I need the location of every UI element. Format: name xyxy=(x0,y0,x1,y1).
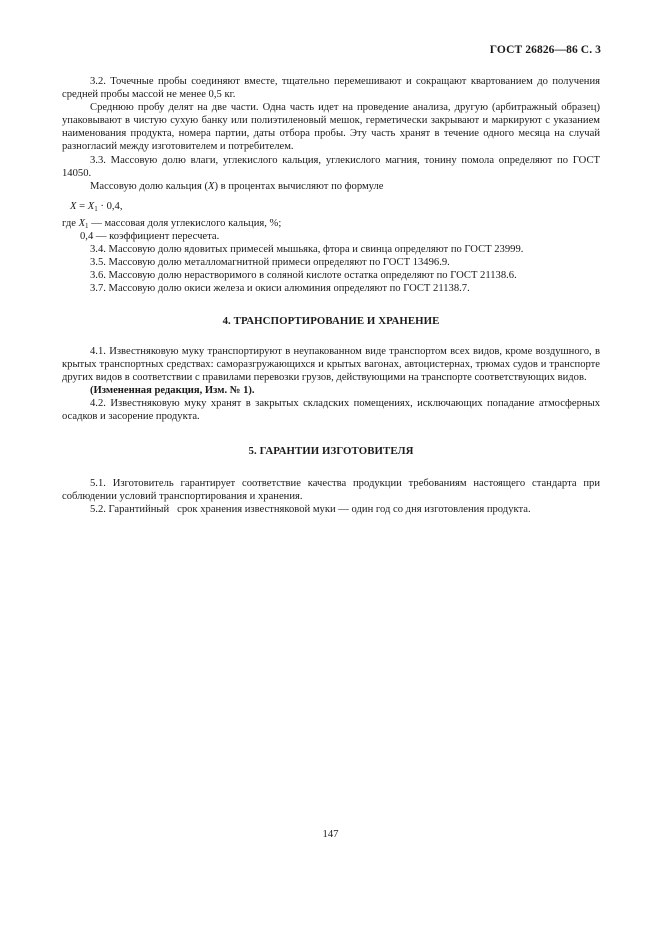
formula xyxy=(62,200,600,213)
paragraph-3-4: 3.4. Массовую долю ядовитых примесей мышьяка, фтора и свинца определяют по ГОСТ 23999. xyxy=(90,244,524,256)
coefficient-line: 0,4 — коэффициент пересчета. xyxy=(80,231,220,243)
amendment-note: (Измененная редакция, Изм. № 1). xyxy=(90,384,255,396)
where-text: — массовая доля углекислого кальция, %; xyxy=(88,217,282,229)
where-sub: 1 xyxy=(85,221,89,230)
paragraph-3-5: 3.5. Массовую долю металломагнитной примеси определяют по ГОСТ 13496.9. xyxy=(90,257,450,269)
formula-rest: · 0,4, xyxy=(97,200,123,212)
paragraph-3-3: 3.3. Массовую долю влаги, углекислого кальция, углекислого магния, тонину помола определяют по ГОСТ 14050. xyxy=(62,154,600,179)
paragraph-3-7: 3.7. Массовую долю окиси железа и окиси алюминия определяют по ГОСТ 21138.7. xyxy=(90,283,470,295)
formula-eq: = xyxy=(76,200,88,212)
where-line xyxy=(62,217,600,230)
page-number: 147 xyxy=(322,829,339,840)
paragraph-5-1: 5.1. Изготовитель гарантирует соответствие качества продукции требованиям настоящего стандарта при соблюдении условий транспортирования и хранения. xyxy=(62,478,600,503)
section-5-heading: 5. ГАРАНТИИ ИЗГОТОВИТЕЛЯ xyxy=(248,445,414,458)
formula-sub: 1 xyxy=(94,204,98,213)
paragraph-4-2: 4.2. Известняковую муку хранят в закрытых складских помещениях, исключающих попадание атмосферных осадков и засорение продукта. xyxy=(62,397,600,423)
paragraph-4-1: 4.1. Известняковую муку транспортируют в неупакованном виде транспортом всех видов, кроме воздушного, в крытых транспортных средствах: саморазгружающихся и крытых вагонах, автоцистернах, трюмах судов и транспорте других видов в соответствии с правилами перевозки грузов, действующими на транспорте соответствующих видов. xyxy=(62,345,600,383)
where-lead: где xyxy=(62,217,79,229)
paragraph-3-6: 3.6. Массовую долю нерастворимого в соляной кислоте остатка определяют по ГОСТ 21138.6. xyxy=(90,270,517,282)
formula-lhs: X xyxy=(70,200,77,212)
paragraph-5-2: 5.2. Гарантийный срок хранения известняковой муки — один год со дня изготовления продукта. xyxy=(90,504,531,516)
document-body xyxy=(62,75,600,517)
calc-intro-tail: ) в процентах вычисляют по формуле xyxy=(214,180,384,192)
formula-x1: X xyxy=(87,200,95,212)
calc-intro-var: X xyxy=(208,180,215,192)
document-header: ГОСТ 26826—86 С. 3 xyxy=(489,44,601,56)
paragraph-3-2: 3.2. Точечные пробы соединяют вместе, тщательно перемешивают и сокращают квартованием до получения средней пробы массой не менее 0,5 кг. xyxy=(62,76,600,101)
paragraph-3-2-sample: Среднюю пробу делят на две части. Одна часть идет на проведение анализа, другую (арбитражный образец) упаковывают в чистую сухую банку или полиэтиленовый мешок, герметически закрывают и маркируют с указанием наименования продукта, номера партии, даты отбора пробы. Эту часть хранят в течение одного месяца на случай разногласий между изготовителем и потребителем. xyxy=(62,102,600,153)
paragraph-calc-intro xyxy=(62,180,600,193)
where-var: X xyxy=(78,217,86,229)
section-4-heading: 4. ТРАНСПОРТИРОВАНИЕ И ХРАНЕНИЕ xyxy=(222,314,440,327)
calc-intro-lead: Массовую долю кальция ( xyxy=(90,180,209,192)
